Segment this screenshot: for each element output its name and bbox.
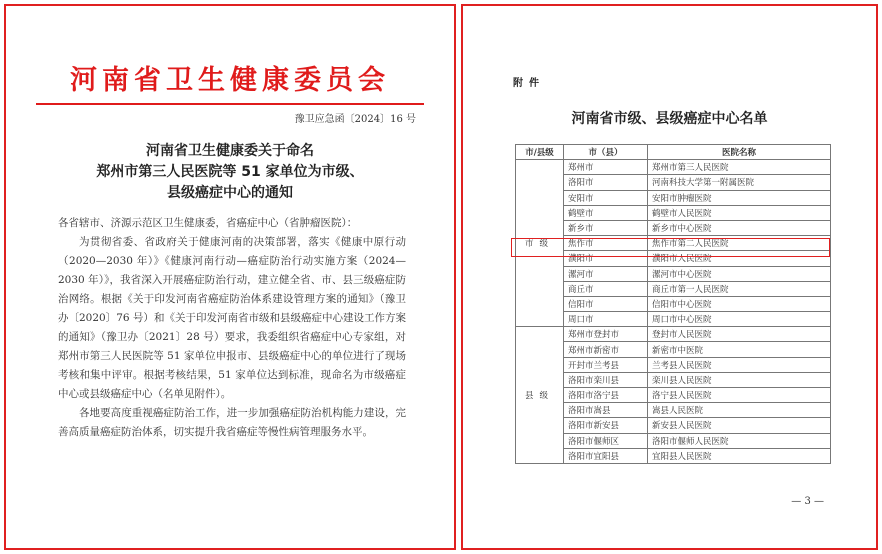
table-row [516, 175, 831, 190]
column-header-hospital: 医院名称 [648, 145, 831, 160]
notice-title [6, 141, 454, 204]
city-cell: 焦作市 [564, 236, 648, 251]
table-row [516, 327, 831, 342]
hospital-cell: 河南科技大学第一附属医院 [648, 175, 831, 190]
city-cell: 郑州市 [564, 160, 648, 175]
column-header-city: 市（县） [564, 145, 648, 160]
level-cell: 市级 [516, 160, 564, 327]
city-cell: 郑州市新密市 [564, 342, 648, 357]
attachment-label: 附件 [513, 78, 545, 89]
notice-page [4, 4, 456, 550]
table-row [516, 281, 831, 296]
table-row [516, 296, 831, 311]
table-row [516, 160, 831, 175]
notice-title-line: 河南省卫生健康委关于命名 [146, 143, 314, 159]
table-row [516, 266, 831, 281]
hospital-cell: 漯河市中心医院 [648, 266, 831, 281]
city-cell: 周口市 [564, 312, 648, 327]
hospital-cell: 嵩县人民医院 [648, 403, 831, 418]
city-cell: 鹤壁市 [564, 205, 648, 220]
hospital-cell: 洛宁县人民医院 [648, 388, 831, 403]
hospital-cell: 新安县人民医院 [648, 418, 831, 433]
body-paragraph: 各地要高度重视癌症防治工作，进一步加强癌症防治机构能力建设，完善高质量癌症防治体系，切实提升我省癌症等慢性病管理服务水平。 [58, 407, 406, 438]
table-row [516, 372, 831, 387]
table-row [516, 220, 831, 235]
table-row [516, 433, 831, 448]
table-row [516, 388, 831, 403]
document-number: 豫卫应急函〔2024〕16 号 [294, 114, 416, 125]
hospital-cell: 郑州市第三人民医院 [648, 160, 831, 175]
red-header-rule [36, 103, 424, 105]
city-cell: 安阳市 [564, 190, 648, 205]
city-cell: 洛阳市栾川县 [564, 372, 648, 387]
hospital-cell: 安阳市肿瘤医院 [648, 190, 831, 205]
hospital-cell: 信阳市中心医院 [648, 296, 831, 311]
city-cell: 洛阳市新安县 [564, 418, 648, 433]
table-row [516, 403, 831, 418]
table-row [516, 357, 831, 372]
table-row [516, 418, 831, 433]
hospital-cell: 新乡市中心医院 [648, 220, 831, 235]
hospital-cell: 鹤壁市人民医院 [648, 205, 831, 220]
column-header-level: 市/县级 [516, 145, 564, 160]
hospital-cell: 周口市中心医院 [648, 312, 831, 327]
city-cell: 新乡市 [564, 220, 648, 235]
city-cell: 商丘市 [564, 281, 648, 296]
city-cell: 洛阳市宜阳县 [564, 448, 648, 463]
city-cell: 郑州市登封市 [564, 327, 648, 342]
table-row [516, 342, 831, 357]
hospital-cell: 洛阳市偃师人民医院 [648, 433, 831, 448]
table-row [516, 190, 831, 205]
table-row [516, 448, 831, 463]
notice-title-line: 郑州市第三人民医院等 51 家单位为市级、 [96, 164, 364, 180]
salutation-paragraph: 各省辖市、济源示范区卫生健康委，省癌症中心（省肿瘤医院）： [58, 217, 358, 229]
hospital-cell: 兰考县人民医院 [648, 357, 831, 372]
table-header-row [516, 145, 831, 160]
city-cell: 洛阳市偃师区 [564, 433, 648, 448]
highlight-box [511, 238, 830, 257]
city-cell: 开封市兰考县 [564, 357, 648, 372]
city-cell: 洛阳市洛宁县 [564, 388, 648, 403]
table-row [516, 312, 831, 327]
list-title: 河南省市级、县级癌症中心名单 [571, 111, 768, 127]
city-cell: 漯河市 [564, 266, 648, 281]
hospital-cell: 濮阳市人民医院 [648, 251, 831, 266]
hospital-cell: 商丘市第一人民医院 [648, 281, 831, 296]
notice-title-line: 县级癌症中心的通知 [167, 185, 293, 201]
city-cell: 洛阳市 [564, 175, 648, 190]
city-cell: 洛阳市嵩县 [564, 403, 648, 418]
hospital-cell: 宜阳县人民医院 [648, 448, 831, 463]
body-paragraph: 为贯彻省委、省政府关于健康河南的决策部署，落实《健康中原行动（2020—2030 年）》《健康河南行动—癌症防治行动实施方案（2024—2030 年）》，我省深入开展癌症防治行动，建立健全省、市、县三级癌症防治网络。根据《关于印发河南省癌症防治体系建设管理方案的通知》（豫卫办〔2020〕76 号）和《关于印发河南省市级和县级癌症中心建设工作方案的通知》（豫卫办〔2021〕28 号）要求，我委组织省癌症中心专家组，对郑州市第三人民医院等 51 家单位申报市、县级癌症中心的单位进行了现场考核和集中评审。根据考核结果，51 家单位达到标准，现命名为市级癌症中心或县级癌症中心（名单见附件）。 [58, 236, 406, 400]
organization-title: 河南省卫生健康委员会 [70, 65, 390, 96]
hospital-cell: 栾川县人民医院 [648, 372, 831, 387]
attachment-page [461, 4, 878, 550]
table-row [516, 205, 831, 220]
notice-body [58, 214, 406, 442]
cancer-center-table [515, 144, 831, 464]
page-number: — 3 — [791, 496, 824, 507]
hospital-cell: 登封市人民医院 [648, 327, 831, 342]
hospital-cell: 新密市中医院 [648, 342, 831, 357]
level-cell: 县级 [516, 327, 564, 464]
hospital-cell: 焦作市第二人民医院 [648, 236, 831, 251]
city-cell: 濮阳市 [564, 251, 648, 266]
city-cell: 信阳市 [564, 296, 648, 311]
